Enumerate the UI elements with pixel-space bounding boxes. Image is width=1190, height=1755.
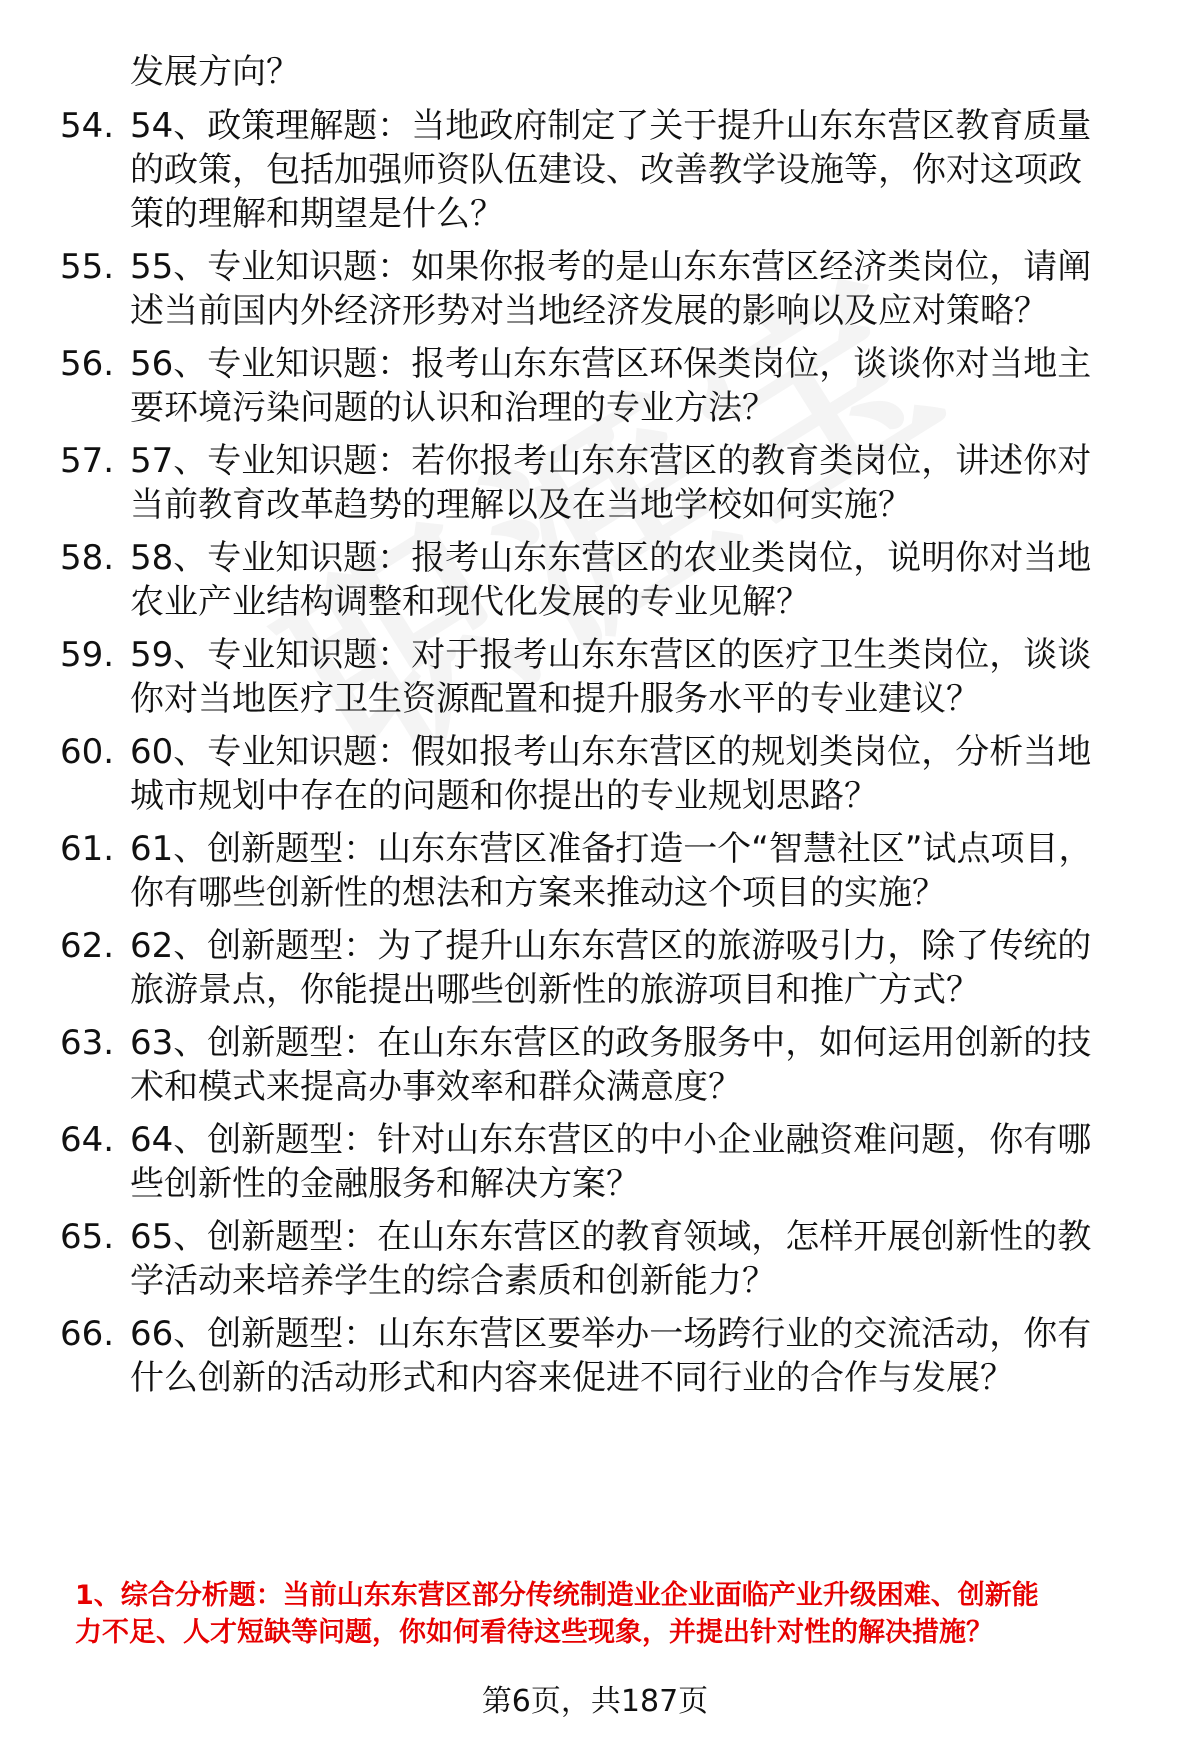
item-number: 55.	[60, 247, 115, 287]
item-number: 57.	[60, 441, 115, 481]
page-number: 第6页，共187页	[481, 1684, 709, 1719]
item-number: 58.	[60, 538, 115, 578]
item-text-line: 66、创新题型：山东东营区要举办一场跨行业的交流活动，你有	[130, 1314, 1092, 1354]
item-number: 54.	[60, 106, 115, 146]
item-text	[130, 1021, 1160, 1109]
item-text-line: 你对当地医疗卫生资源配置和提升服务水平的专业建议？	[130, 679, 980, 719]
item-text	[130, 104, 1160, 236]
item-text	[130, 1215, 1160, 1303]
item-text-line: 57、专业知识题：若你报考山东东营区的教育类岗位，讲述你对	[130, 441, 1092, 481]
item-number: 62.	[60, 926, 115, 966]
item-text	[130, 536, 1160, 624]
item-text-line: 62、创新题型：为了提升山东东营区的旅游吸引力，除了传统的	[130, 926, 1092, 966]
item-text	[130, 924, 1160, 1012]
item-text-line: 65、创新题型：在山东东营区的教育领域，怎样开展创新性的教	[130, 1217, 1092, 1257]
item-number: 60.	[60, 732, 115, 772]
item-text	[130, 827, 1160, 915]
item-number: 66.	[60, 1314, 115, 1354]
item-text-line: 些创新性的金融服务和解决方案？	[130, 1164, 640, 1204]
item-text-line: 59、专业知识题：对于报考山东东营区的医疗卫生类岗位，谈谈	[130, 635, 1092, 675]
item-text-line: 54、政策理解题：当地政府制定了关于提升山东东营区教育质量	[130, 106, 1092, 146]
item-text	[130, 342, 1160, 430]
item-text-line: 55、专业知识题：如果你报考的是山东东营区经济类岗位，请阐	[130, 247, 1092, 287]
item-text-line: 要环境污染问题的认识和治理的专业方法？	[130, 388, 776, 428]
item-text-line: 什么创新的活动形式和内容来促进不同行业的合作与发展？	[130, 1358, 1014, 1398]
item-number: 59.	[60, 635, 115, 675]
highlight-question	[75, 1577, 1155, 1651]
item-text-line: 56、专业知识题：报考山东东营区环保类岗位，谈谈你对当地主	[130, 344, 1092, 384]
item-number: 56.	[60, 344, 115, 384]
item-text-line: 60、专业知识题：假如报考山东东营区的规划类岗位，分析当地	[130, 732, 1092, 772]
item-text	[130, 633, 1160, 721]
item-text-line: 旅游景点，你能提出哪些创新性的旅游项目和推广方式？	[130, 970, 980, 1010]
item-text-line: 你有哪些创新性的想法和方案来推动这个项目的实施？	[130, 873, 946, 913]
item-text	[130, 245, 1160, 333]
item-text-line: 学活动来培养学生的综合素质和创新能力？	[130, 1261, 776, 1301]
continued-line: 发展方向？	[130, 52, 300, 92]
item-text	[130, 1312, 1160, 1400]
item-text-line: 63、创新题型：在山东东营区的政务服务中，如何运用创新的技	[130, 1023, 1092, 1063]
item-text-line: 农业产业结构调整和现代化发展的专业见解？	[130, 582, 810, 622]
item-text-line: 61、创新题型：山东东营区准备打造一个“智慧社区”试点项目，	[130, 829, 1093, 869]
item-number: 65.	[60, 1217, 115, 1257]
item-text-line: 述当前国内外经济形势对当地经济发展的影响以及应对策略？	[130, 291, 1048, 331]
item-text-line: 64、创新题型：针对山东东营区的中小企业融资难问题，你有哪	[130, 1120, 1092, 1160]
item-text-line: 术和模式来提高办事效率和群众满意度？	[130, 1067, 742, 1107]
item-text-line: 58、专业知识题：报考山东东营区的农业类岗位，说明你对当地	[130, 538, 1092, 578]
item-text	[130, 439, 1160, 527]
item-text	[130, 1118, 1160, 1206]
highlight-line: 1、综合分析题：当前山东东营区部分传统制造业企业面临产业升级困难、创新能	[75, 1580, 1039, 1611]
item-number: 61.	[60, 829, 115, 869]
item-text	[130, 730, 1160, 818]
item-number: 64.	[60, 1120, 115, 1160]
highlight-line: 力不足、人才短缺等问题，你如何看待这些现象，并提出针对性的解决措施？	[75, 1617, 993, 1648]
item-text-line: 城市规划中存在的问题和你提出的专业规划思路？	[130, 776, 878, 816]
item-number: 63.	[60, 1023, 115, 1063]
item-text-line: 当前教育改革趋势的理解以及在当地学校如何实施？	[130, 485, 912, 525]
item-text-line: 策的理解和期望是什么？	[130, 194, 504, 234]
item-text-line: 的政策，包括加强师资队伍建设、改善教学设施等，你对这项政	[130, 150, 1082, 190]
